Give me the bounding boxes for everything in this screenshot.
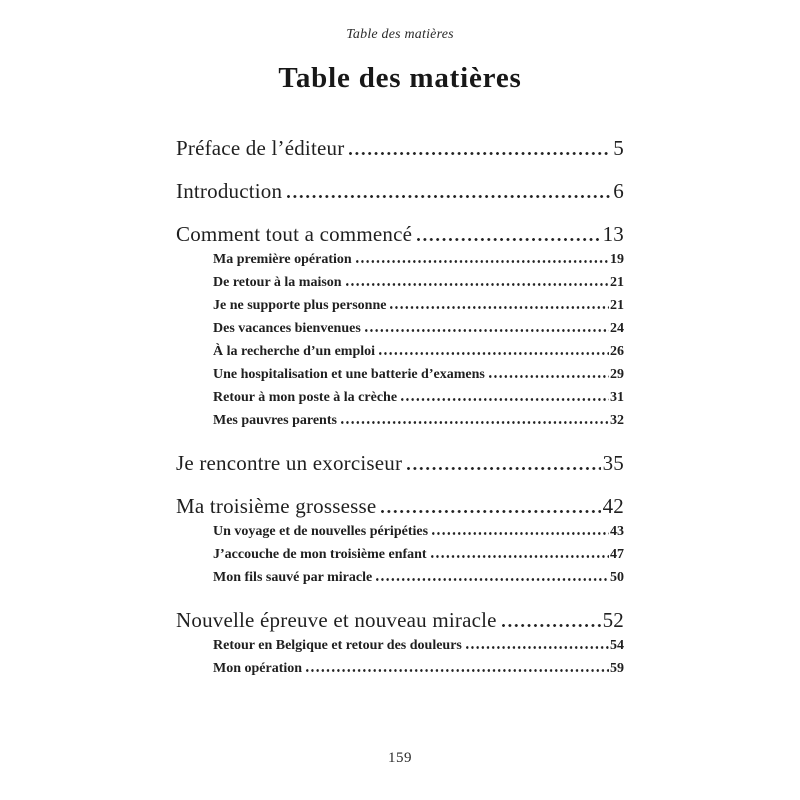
toc-entry-label: Un voyage et de nouvelles péripéties xyxy=(213,524,429,539)
toc-entry xyxy=(176,178,624,204)
toc-entry xyxy=(176,412,624,429)
toc-entry-label: Des vacances bienvenues xyxy=(213,321,361,336)
dot-leader xyxy=(407,467,600,470)
dot-leader xyxy=(356,260,609,263)
toc-entry-page: 26 xyxy=(610,344,624,359)
toc-entry-label: Je rencontre un exorciseur xyxy=(176,451,403,475)
toc-entry xyxy=(176,660,624,677)
toc-entry-label: J’accouche de mon troisième enfant xyxy=(213,547,427,562)
toc-entry xyxy=(176,343,624,360)
dot-leader xyxy=(376,578,609,581)
dot-leader xyxy=(466,646,609,649)
toc-entry-label: Mon fils sauvé par miracle xyxy=(213,570,373,585)
toc-entry-page: 21 xyxy=(610,298,624,313)
toc-entry-label: Mon opération xyxy=(213,661,303,676)
toc-entry xyxy=(176,251,624,268)
dot-leader xyxy=(502,624,601,627)
toc-entry-page: 13 xyxy=(602,222,624,246)
toc-entry-page: 47 xyxy=(610,547,624,562)
toc-entry-page: 6 xyxy=(613,179,624,203)
dot-leader xyxy=(341,421,609,424)
toc-entry-label: Ma troisième grossesse xyxy=(176,494,377,518)
page-title: Table des matières xyxy=(278,62,522,94)
toc-entry xyxy=(176,135,624,161)
toc-entry-label: Nouvelle épreuve et nouveau miracle xyxy=(176,608,497,632)
toc-entry-page: 54 xyxy=(610,638,624,653)
toc-entry-label: Introduction xyxy=(176,179,283,203)
dot-leader xyxy=(432,532,609,535)
toc-entry xyxy=(176,221,624,247)
toc-entry-label: Comment tout a commencé xyxy=(176,222,413,246)
toc-entry xyxy=(176,274,624,291)
toc-entry-label: Préface de l’éditeur xyxy=(176,136,345,160)
toc-entry xyxy=(176,297,624,314)
toc-entry-page: 24 xyxy=(610,321,624,336)
toc-entry xyxy=(176,450,624,476)
toc-entry xyxy=(176,493,624,519)
toc-entry-label: Retour en Belgique et retour des douleurs xyxy=(213,638,462,653)
toc-entry xyxy=(176,637,624,654)
toc-entry-page: 32 xyxy=(610,413,624,428)
toc-entry-page: 29 xyxy=(610,367,624,382)
dot-leader xyxy=(379,352,609,355)
toc-entry-page: 50 xyxy=(610,570,624,585)
dot-leader xyxy=(365,329,609,332)
toc-entry-page: 21 xyxy=(610,275,624,290)
dot-leader xyxy=(390,306,609,309)
toc-entry-label: Retour à mon poste à la crèche xyxy=(213,390,398,405)
toc-entry xyxy=(176,366,624,383)
toc-entry xyxy=(176,607,624,633)
dot-leader xyxy=(346,283,609,286)
toc-entry-label: Je ne supporte plus personne xyxy=(213,298,387,313)
toc-entry xyxy=(176,569,624,586)
dot-leader xyxy=(489,375,609,378)
toc-entry-label: Mes pauvres parents xyxy=(213,413,337,428)
toc-entry xyxy=(176,389,624,406)
dot-leader xyxy=(306,669,609,672)
toc-entry-page: 42 xyxy=(602,494,624,518)
toc-entry xyxy=(176,546,624,563)
toc-entry-label: Ma première opération xyxy=(213,252,352,267)
running-head: Table des matières xyxy=(346,27,454,42)
toc-entry-page: 43 xyxy=(610,524,624,539)
toc-entry-page: 59 xyxy=(610,661,624,676)
dot-leader xyxy=(381,510,600,513)
toc-entry xyxy=(176,320,624,337)
toc-entry-label: À la recherche d’un emploi xyxy=(213,344,376,359)
dot-leader xyxy=(401,398,609,401)
dot-leader xyxy=(349,152,611,155)
toc-entry-page: 5 xyxy=(613,136,624,160)
toc-entry-page: 19 xyxy=(610,252,624,267)
toc-list xyxy=(176,135,624,677)
toc-entry-page: 31 xyxy=(610,390,624,405)
toc-entry-page: 52 xyxy=(602,608,624,632)
dot-leader xyxy=(431,555,609,558)
dot-leader xyxy=(287,195,611,198)
toc-entry-page: 35 xyxy=(602,451,624,475)
toc-entry xyxy=(176,523,624,540)
toc-entry-label: De retour à la maison xyxy=(213,275,342,290)
footer-page-number: 159 xyxy=(388,750,412,766)
toc-entry-label: Une hospitalisation et une batterie d’examens xyxy=(213,367,485,382)
dot-leader xyxy=(417,238,600,241)
